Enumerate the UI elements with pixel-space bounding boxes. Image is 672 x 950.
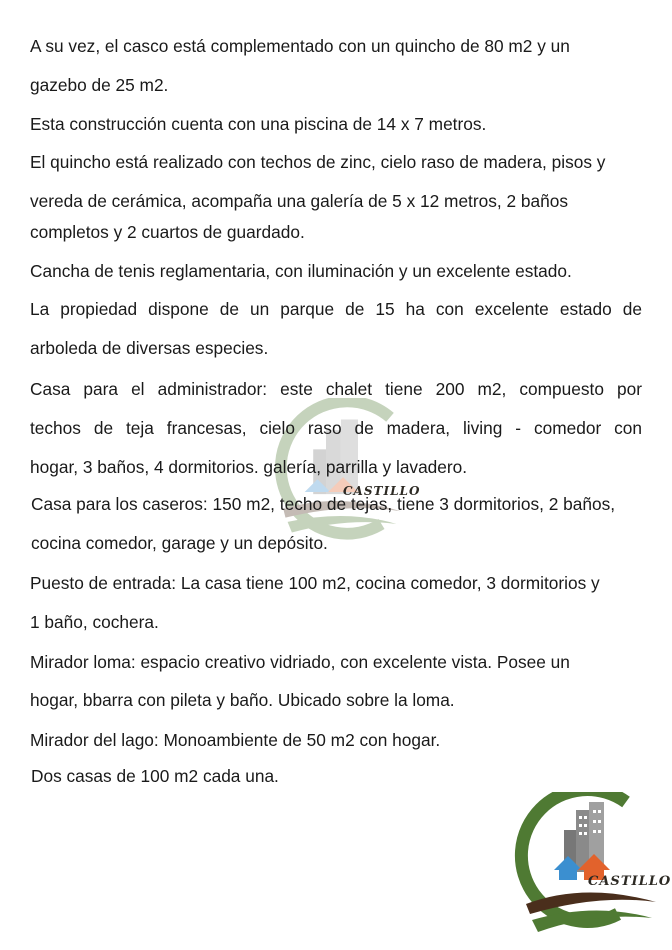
text-line-5: vereda de cerámica, acompaña una galería de 5 x 12 metros, 2 baños xyxy=(30,191,568,211)
text-line-15: Puesto de entrada: La casa tiene 100 m2, cocina comedor, 3 dormitorios y xyxy=(30,573,600,593)
text-line-10: Casa para el administrador: este chalet tiene 200 m2, compuesto por xyxy=(30,379,642,399)
text-line-18: hogar, bbarra con pileta y baño. Ubicado sobre la loma. xyxy=(30,690,455,710)
text-line-7: Cancha de tenis reglamentaria, con iluminación y un excelente estado. xyxy=(30,261,572,281)
text-line-19: Mirador del lago: Monoambiente de 50 m2 con hogar. xyxy=(30,730,441,750)
text-line-3: Esta construcción cuenta con una piscina de 14 x 7 metros. xyxy=(30,114,487,134)
text-line-20: Dos casas de 100 m2 cada una. xyxy=(31,766,279,786)
watermark-text: CASTILLO xyxy=(343,484,421,498)
text-line-14: cocina comedor, garage y un depósito. xyxy=(31,533,328,553)
text-line-8: La propiedad dispone de un parque de 15 ha con excelente estado de xyxy=(30,299,642,319)
text-line-12: hogar, 3 baños, 4 dormitorios. galería, parrilla y lavadero. xyxy=(30,457,468,477)
text-line-13: Casa para los caseros: 150 m2, techo de tejas, tiene 3 dormitorios, 2 baños, xyxy=(31,494,616,514)
text-line-6: completos y 2 cuartos de guardado. xyxy=(30,222,305,242)
castillo-logo-icon xyxy=(514,792,664,938)
text-line-17: Mirador loma: espacio creativo vidriado, con excelente vista. Posee un xyxy=(30,652,570,672)
text-line-4: El quincho está realizado con techos de zinc, cielo raso de madera, pisos y xyxy=(30,152,606,172)
text-line-1: A su vez, el casco está complementado con un quincho de 80 m2 y un xyxy=(30,36,570,56)
text-line-9: arboleda de diversas especies. xyxy=(30,338,269,358)
text-line-16: 1 baño, cochera. xyxy=(30,612,159,632)
text-line-11: techos de teja francesas, cielo raso de madera, living - comedor con xyxy=(30,418,642,438)
text-line-2: gazebo de 25 m2. xyxy=(30,75,169,95)
logo-text: CASTILLO xyxy=(588,874,672,889)
